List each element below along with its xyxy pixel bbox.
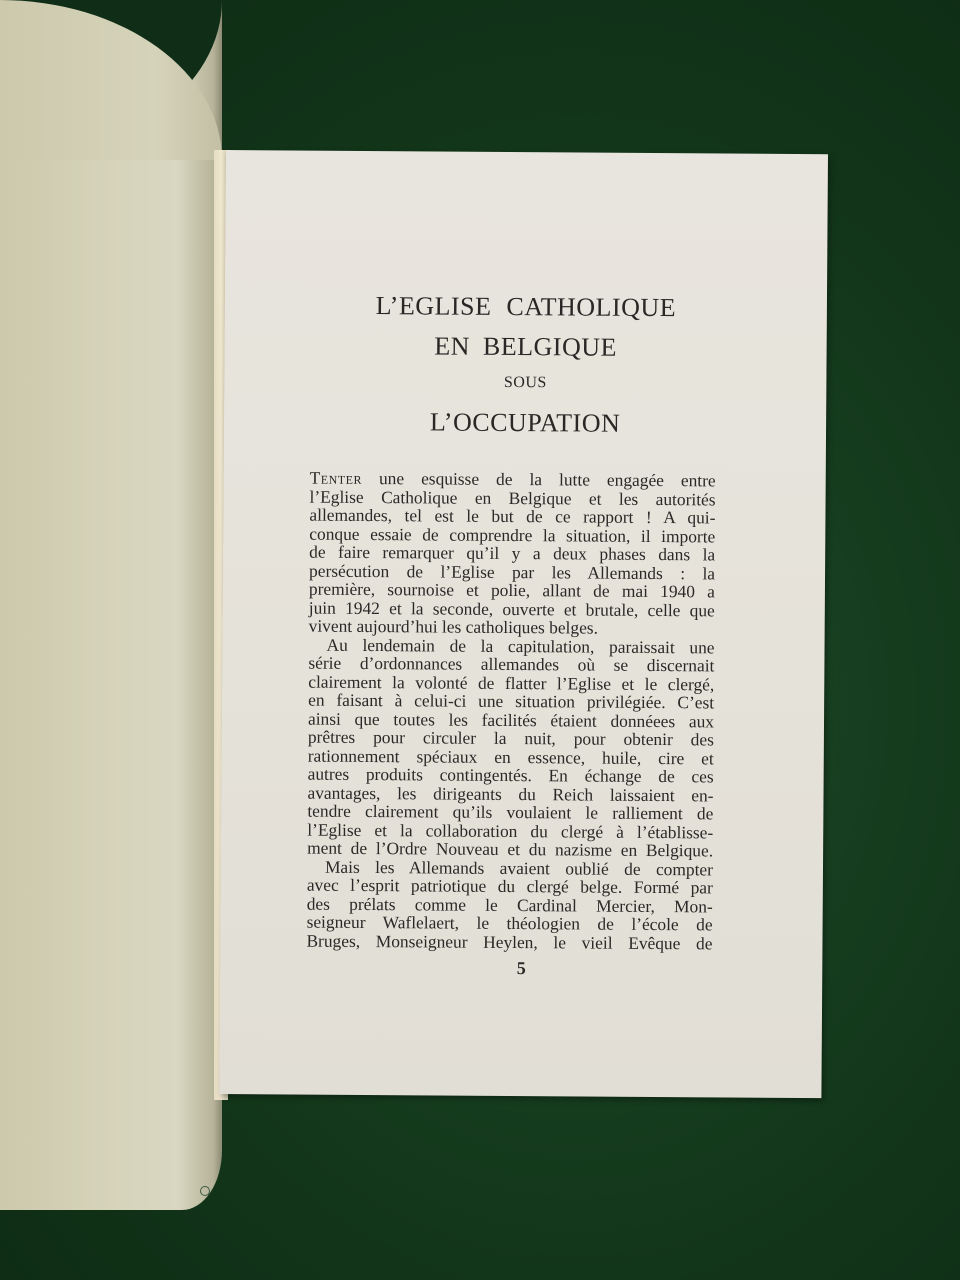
text-line: des prélats comme le Cardinal Mercier, Mon- [306,893,713,916]
text-line: Tenter une esquisse de la lutte engagée entre [309,467,716,491]
speck-mark [200,1186,210,1196]
text-line: seigneur Waflelaert, le théologien de l’école de [306,911,713,935]
text-line: autres produits contingentés. En échange de ces [307,763,714,787]
text-line: l’Eglise et la collaboration du clergé à l’établisse- [307,819,714,842]
text-line: ment de l’Ordre Nouveau et du nazisme en Belgique. [307,837,714,861]
text-line: de faire remarquer qu’il y a deux phases dans la [309,541,716,565]
text-line: ainsi que toutes les facilités étaient donnéees aux [307,708,715,731]
title-line-3: SOUS [503,373,547,392]
title-line-4: L’OCCUPATION [429,407,621,438]
text-line: l’Eglise Catholique en Belgique et les autorités [309,486,716,509]
text-line: prêtres pour circuler la nuit, pour obtenir des [307,726,714,750]
text-line: tendre clairement qu’ils voulaient le ralliement de [307,800,714,824]
text-line: avec l’esprit patriotique du clergé belge. Formé par [306,874,713,898]
text-line: Bruges, Monseigneur Heylen, le vieil Evêque de [306,930,713,953]
text-line: première, sournoise et polie, allant de mai 1940 a [308,578,716,602]
left-page [0,0,222,1210]
text-line: persécution de l’Eglise par les Allemands : la [308,560,716,583]
text-line: Mais les Allemands avaient oublié de compter [324,856,714,879]
body-text [306,469,715,953]
text-line: rationnement spéciaux en essence, huile, cire et [307,745,714,768]
text-line: vivent aujourd’hui les catholiques belges. [308,615,599,638]
lead-word: Tenter [309,467,363,488]
text-line: avantages, les dirigeants du Reich laissaient en- [307,782,714,805]
title-line-1: L’EGLISE CATHOLIQUE [375,291,677,323]
text-line: Au lendemain de la capitulation, paraissait une [326,634,715,657]
text-line: conque essaie de comprendre la situation, il importe [309,523,716,546]
page-number: 5 [516,958,526,979]
right-page [219,150,828,1098]
text-line: clairement la volonté de flatter l’Eglise et le clergé, [308,671,715,694]
text-line: en faisant à celui-ci une situation privilégiée. C’est [308,689,715,713]
text-line: juin 1942 et la seconde, ouverte et brutale, celle que [308,597,715,620]
text-line: allemandes, tel est le but de ce rapport ! A qui- [309,504,716,528]
text-line: série d’ordonnances allemandes où se discernait [308,652,715,676]
title-line-2: EN BELGIQUE [434,331,618,362]
